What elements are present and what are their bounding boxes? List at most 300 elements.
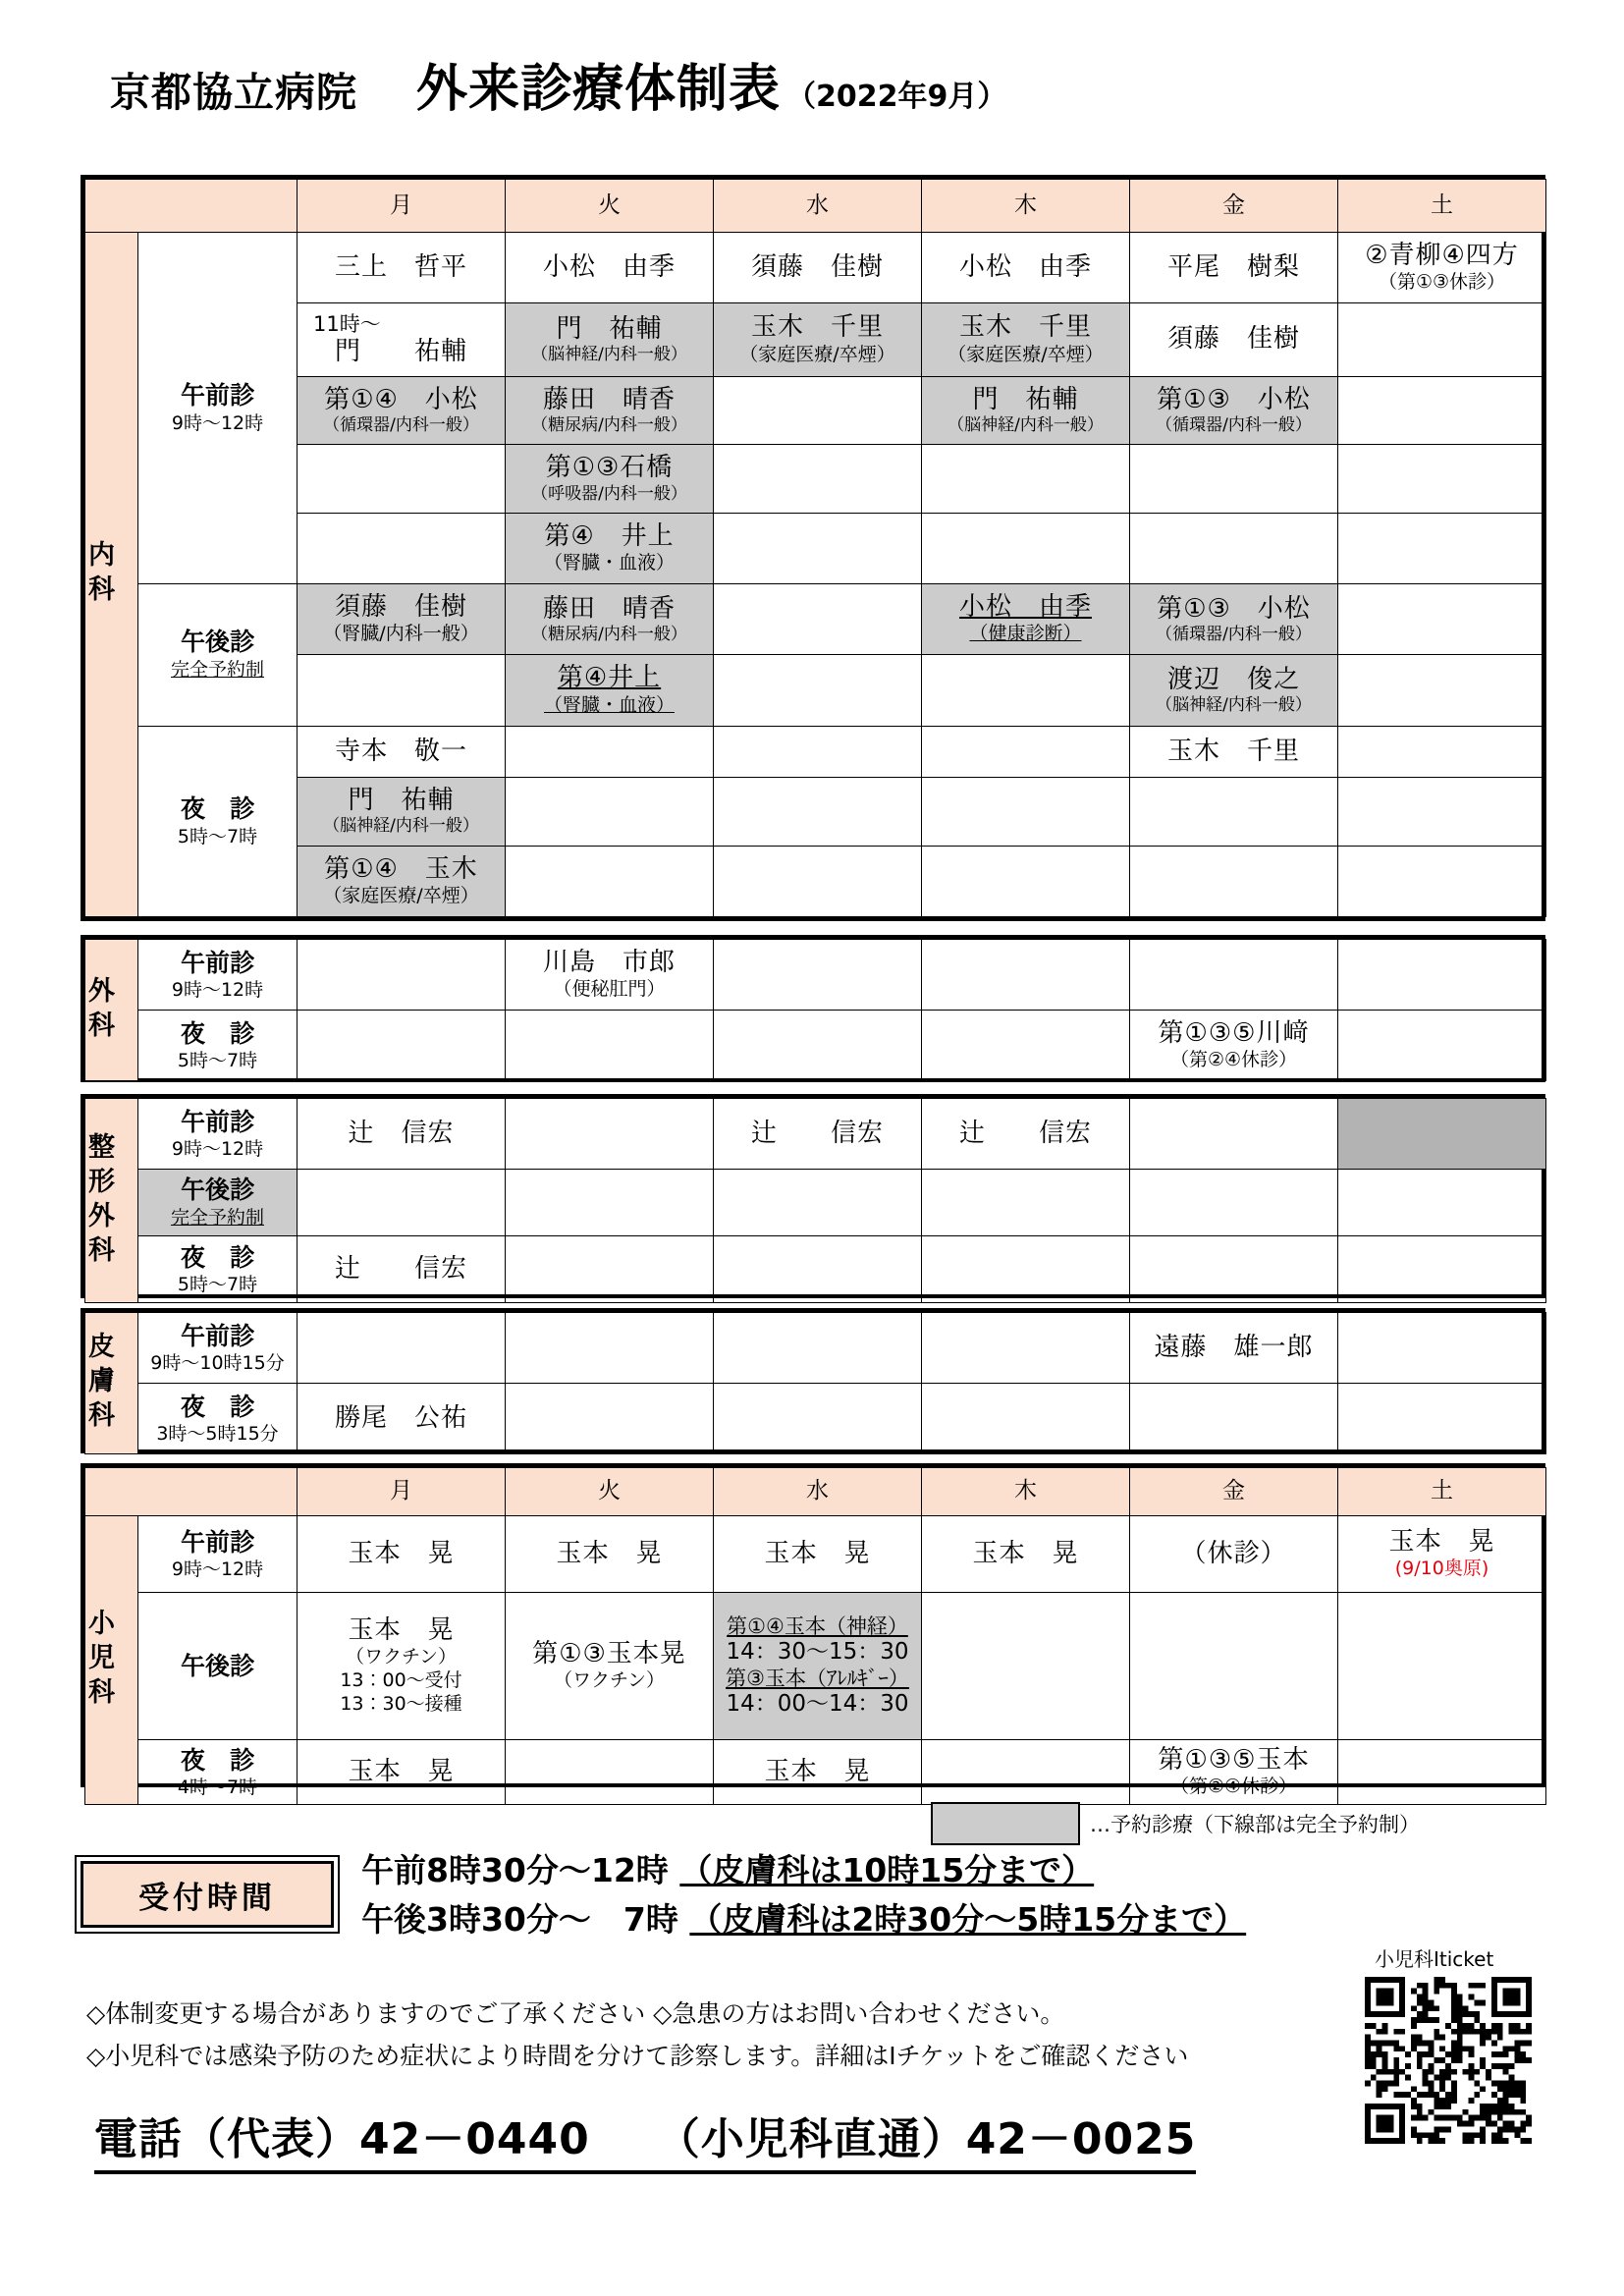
- schedule-cell-wed: [714, 1384, 922, 1454]
- footer-notes: [86, 1994, 1188, 2077]
- reception-line2-main: 午後3時30分～ 7時: [361, 1899, 678, 1939]
- schedule-cell-thu: [922, 1170, 1130, 1236]
- schedule-entry: [714, 307, 921, 371]
- schedule-cell-thu: [922, 232, 1130, 302]
- schedule-cell-sat: [1338, 726, 1546, 778]
- department-name: 整形外科: [83, 1131, 114, 1270]
- table-row: [85, 1011, 1546, 1081]
- doctor-name: 小松 由季: [958, 251, 1092, 282]
- department-label: [85, 940, 138, 1081]
- doctor-specialty: （家庭医療/卒煙）: [947, 343, 1104, 365]
- doctor-name: 第①③ 小松: [1157, 384, 1311, 414]
- time-slot-label: [138, 584, 298, 726]
- doctor-specialty: (9/10奥原): [1394, 1558, 1489, 1580]
- doctor-specialty: （脳神経/内科一般）: [947, 415, 1104, 436]
- table-row: [85, 445, 1546, 514]
- legend-swatch: [931, 1802, 1080, 1845]
- schedule-cell-tue: [506, 1236, 714, 1303]
- doctor-name: 第①③⑤川﨑: [1158, 1018, 1310, 1049]
- slot-time: 5時～7時: [177, 1049, 258, 1071]
- slot-name: 午前診: [180, 1321, 254, 1350]
- doctor-name: 門 祐輔: [348, 786, 455, 816]
- day-header-fri: 金: [1130, 180, 1338, 233]
- table-row: [85, 584, 1546, 655]
- schedule-entry: [506, 448, 713, 509]
- department-label-internal: [85, 232, 138, 916]
- schedule-cell-sat: [1338, 1740, 1546, 1805]
- time-slot-label: [138, 1516, 298, 1593]
- internal-medicine-table: [81, 175, 1545, 921]
- schedule-cell-mon: [298, 1740, 506, 1805]
- reception-line1-note: （皮膚科は10時15分まで）: [679, 1851, 1095, 1889]
- schedule-cell-thu: [922, 726, 1130, 778]
- slot-time: 5時～7時: [177, 1273, 258, 1295]
- time-slot-label: [138, 1236, 298, 1303]
- slot-time: 9時～12時: [171, 978, 264, 1001]
- time-slot-label: [138, 1313, 298, 1384]
- entry-line: 第①④玉本（神経）: [727, 1613, 908, 1638]
- table-row: [85, 940, 1546, 1011]
- doctor-name: 玉本 晃: [348, 1615, 455, 1646]
- schedule-cell-fri: [1130, 1236, 1338, 1303]
- schedule-entry: [506, 380, 713, 441]
- table-row: [85, 655, 1546, 726]
- doctor-name: 寺本 敬一: [334, 736, 467, 766]
- schedule-cell-tue: [506, 232, 714, 302]
- schedule-cell-sat: [1338, 232, 1546, 302]
- schedule-entry: [922, 247, 1129, 288]
- day-header-mon: 月: [298, 180, 506, 233]
- table-row: [85, 1384, 1546, 1454]
- schedule-cell-fri: [1130, 445, 1338, 514]
- schedule-cell-thu: [922, 1313, 1130, 1384]
- entry-prefix: 11時～: [313, 312, 381, 337]
- doctor-name: 勝尾 公祐: [334, 1402, 467, 1433]
- schedule-cell-thu: [922, 513, 1130, 583]
- department-label: [85, 1313, 138, 1454]
- doctor-specialty: （第①③休診）: [1378, 271, 1506, 293]
- schedule-entry: [714, 1752, 921, 1792]
- schedule-cell-thu: [922, 1384, 1130, 1454]
- schedule-cell-tue: [506, 726, 714, 778]
- table-row: [85, 1099, 1546, 1170]
- schedule-entry: [922, 307, 1129, 371]
- reception-line2-note: （皮膚科は2時30分～5時15分まで）: [689, 1899, 1247, 1939]
- schedule-cell-thu: [922, 1740, 1130, 1805]
- schedule-cell-thu: [922, 655, 1130, 726]
- doctor-name: 平尾 樹梨: [1166, 251, 1300, 282]
- schedule-entry: [506, 247, 713, 288]
- schedule-entry: [922, 1114, 1129, 1154]
- schedule-cell-fri: [1130, 302, 1338, 376]
- doctor-specialty: （糖尿病/内科一般）: [531, 624, 687, 644]
- schedule-cell-thu: [922, 1236, 1130, 1303]
- schedule-entry: [298, 732, 505, 772]
- doctor-name: 藤田 晴香: [542, 593, 676, 624]
- schedule-cell-thu: [922, 376, 1130, 445]
- schedule-cell-fri: [1130, 655, 1338, 726]
- department-name: 小児科: [83, 1608, 114, 1712]
- table-corner: [85, 180, 298, 233]
- doctor-name: 玉本 晃: [556, 1538, 663, 1568]
- schedule-entry: [298, 1249, 505, 1289]
- schedule-entry: [922, 587, 1129, 651]
- doctor-specialty: （第②④休診）: [1169, 1776, 1298, 1798]
- schedule-cell-wed: [714, 1313, 922, 1384]
- doctor-specialty: （糖尿病/内科一般）: [531, 415, 687, 436]
- schedule-cell-mon: [298, 940, 506, 1011]
- schedule-cell-wed: [714, 940, 922, 1011]
- orthopedics-table: [81, 1094, 1545, 1298]
- doctor-name: 門 祐輔: [334, 337, 467, 367]
- schedule-cell-tue: [506, 940, 714, 1011]
- table-row: [85, 778, 1546, 847]
- schedule-cell-wed: [714, 513, 922, 583]
- doctor-specialty: （循環器/内科一般）: [1156, 415, 1312, 436]
- reception-hours: [361, 1846, 1246, 1943]
- slot-time: 5時～7時: [177, 825, 258, 847]
- slot-name: 夜 診: [180, 1242, 254, 1272]
- schedule-cell-mon: [298, 232, 506, 302]
- slot-name: 午後診: [180, 1651, 254, 1680]
- doctor-specialty: （第②④休診）: [1169, 1049, 1298, 1071]
- note-line-1: ◇体制変更する場合がありますのでご了承ください ◇急患の方はお問い合わせください。: [86, 1999, 1065, 2028]
- schedule-cell-mon: [298, 513, 506, 583]
- entry-line: 14：00～14：30: [726, 1690, 909, 1717]
- schedule-cell-fri: [1130, 376, 1338, 445]
- schedule-entry: [298, 1611, 505, 1721]
- schedule-cell-fri: [1130, 1516, 1338, 1593]
- schedule-cell-thu: [922, 1011, 1130, 1081]
- day-header-tue: 火: [506, 1468, 714, 1516]
- doctor-name: 玉本 晃: [764, 1756, 871, 1786]
- dermatology-table: [81, 1308, 1545, 1453]
- schedule-entry: [506, 309, 713, 370]
- pediatrics-table: [81, 1463, 1545, 1798]
- schedule-cell-tue: [506, 1011, 714, 1081]
- doctor-name: 第①③石橋: [545, 453, 674, 483]
- time-slot-label: [138, 1384, 298, 1454]
- schedule-entry: [1130, 732, 1337, 772]
- doctor-name: 川島 市郎: [542, 948, 676, 978]
- schedule-cell-wed: [714, 655, 922, 726]
- schedule-entry: [298, 247, 505, 288]
- slot-time: 4時～7時: [177, 1776, 258, 1798]
- schedule-entry: [298, 1534, 505, 1574]
- schedule-cell-sat: [1338, 1516, 1546, 1593]
- table-row: [85, 513, 1546, 583]
- schedule-cell-wed: [714, 376, 922, 445]
- schedule-cell-sat: [1338, 584, 1546, 655]
- schedule-cell-sat: [1338, 1593, 1546, 1740]
- schedule-cell-fri: [1130, 1011, 1338, 1081]
- doctor-specialty: （脳神経/内科一般）: [323, 816, 479, 837]
- schedule-entry: [298, 306, 505, 372]
- schedule-cell-mon: [298, 1236, 506, 1303]
- doctor-specialty: （家庭医療/卒煙）: [323, 885, 479, 907]
- schedule-entry: [1338, 236, 1545, 300]
- schedule-entry: [298, 587, 505, 651]
- schedule-entry: [1130, 1740, 1337, 1804]
- doctor-name: 第①③玉本晃: [532, 1639, 686, 1669]
- table-row: [85, 232, 1546, 302]
- doctor-name: 第④井上: [557, 663, 662, 693]
- doctor-name: 小松 由季: [542, 251, 676, 282]
- doctor-name: 遠藤 雄一郎: [1154, 1332, 1314, 1362]
- schedule-cell-wed: [714, 1593, 922, 1740]
- document-title: 外来診療体制表: [416, 60, 782, 119]
- schedule-cell-tue: [506, 1384, 714, 1454]
- schedule-entry: [298, 781, 505, 842]
- surgery-table: [81, 935, 1545, 1082]
- table-row: [85, 1740, 1546, 1805]
- schedule-entry: [506, 658, 713, 722]
- schedule-cell-sat: [1338, 513, 1546, 583]
- schedule-cell-tue: [506, 1099, 714, 1170]
- schedule-cell-sat: [1338, 1313, 1546, 1384]
- schedule-cell-sat: [1338, 940, 1546, 1011]
- doctor-name: 玉本 晃: [764, 1538, 871, 1568]
- legend: [931, 1802, 1420, 1845]
- schedule-cell-fri: [1130, 940, 1338, 1011]
- table-corner: [85, 1468, 298, 1516]
- entry-detail: 13：30～接種: [340, 1692, 462, 1715]
- schedule-cell-wed: [714, 1170, 922, 1236]
- schedule-cell-wed: [714, 1011, 922, 1081]
- time-slot-label: [138, 726, 298, 916]
- doctor-name: 三上 哲平: [334, 251, 467, 282]
- slot-time: 9時～12時: [171, 1558, 264, 1580]
- schedule-cell-fri: [1130, 726, 1338, 778]
- entry-detail: （ワクチン）: [553, 1669, 666, 1692]
- legend-text: …予約診療（下線部は完全予約制）: [1090, 1813, 1420, 1836]
- entry-detail: （ワクチン）: [345, 1646, 458, 1668]
- doctor-name: 辻 信宏: [750, 1118, 884, 1148]
- time-slot-label: [138, 1099, 298, 1170]
- doctor-name: 門 祐輔: [556, 313, 663, 344]
- schedule-cell-tue: [506, 1170, 714, 1236]
- schedule-cell-mon: [298, 1099, 506, 1170]
- time-slot-label: [138, 940, 298, 1011]
- schedule-cell-sat: [1338, 1170, 1546, 1236]
- doctor-name: 玉木 千里: [750, 312, 884, 343]
- table-row: [85, 376, 1546, 445]
- schedule-cell-wed: [714, 1740, 922, 1805]
- doctor-name: 第①④ 小松: [324, 384, 478, 414]
- schedule-cell-tue: [506, 445, 714, 514]
- slot-name: 夜 診: [180, 1018, 254, 1048]
- schedule-cell-thu: [922, 445, 1130, 514]
- doctor-name: 門 祐輔: [972, 384, 1079, 414]
- slot-time: 9時～10時15分: [150, 1351, 285, 1374]
- schedule-cell-sat: [1338, 1236, 1546, 1303]
- slot-note: 完全予約制: [170, 659, 264, 682]
- doctor-name: 辻 信宏: [958, 1118, 1092, 1148]
- doctor-name: 小松 由季: [958, 592, 1092, 623]
- note-line-2: ◇小児科では感染予防のため症状により時間を分けて診察します。詳細はIチケットをご確認ください: [86, 2041, 1189, 2070]
- schedule-entry: [1130, 247, 1337, 288]
- schedule-cell-mon: [298, 846, 506, 916]
- reception-hours-label: 受付時間: [81, 1861, 334, 1928]
- time-slot-label: [138, 232, 298, 583]
- slot-name: 夜 診: [180, 1745, 254, 1775]
- schedule-cell-mon: [298, 1011, 506, 1081]
- schedule-entry: [298, 849, 505, 913]
- schedule-cell-mon: [298, 584, 506, 655]
- schedule-cell-wed: [714, 445, 922, 514]
- schedule-cell-sat: [1338, 445, 1546, 514]
- schedule-cell-sat: [1338, 778, 1546, 847]
- department-name: 外科: [83, 975, 114, 1045]
- schedule-cell-wed: [714, 302, 922, 376]
- department-label: [85, 1099, 138, 1303]
- entry-line: 14：30～15：30: [726, 1638, 909, 1665]
- schedule-entry: [506, 1634, 713, 1698]
- schedule-cell-tue: [506, 846, 714, 916]
- slot-name: 午前診: [180, 1527, 254, 1557]
- hospital-name: 京都協立病院: [110, 69, 357, 116]
- doctor-name: ②青柳④四方: [1365, 240, 1519, 270]
- schedule-cell-mon: [298, 302, 506, 376]
- table-row: [85, 1236, 1546, 1303]
- table-row: [85, 846, 1546, 916]
- schedule-cell-tue: [506, 1516, 714, 1593]
- schedule-entry: [714, 1610, 921, 1723]
- schedule-entry: [298, 1398, 505, 1439]
- schedule-cell-tue: [506, 655, 714, 726]
- schedule-cell-tue: [506, 584, 714, 655]
- time-slot-label: [138, 1011, 298, 1081]
- schedule-entry: [1130, 319, 1337, 359]
- schedule-entry: [922, 1534, 1129, 1574]
- schedule-cell-thu: [922, 302, 1130, 376]
- schedule-cell-sat: [1338, 302, 1546, 376]
- department-name: 皮膚科: [83, 1332, 114, 1435]
- phone-numbers: 電話（代表）42－0440 （小児科直通）42－0025: [94, 2104, 1196, 2174]
- schedule-cell-fri: [1130, 513, 1338, 583]
- day-header-sat: 土: [1338, 180, 1546, 233]
- schedule-cell-thu: [922, 940, 1130, 1011]
- table-row: [85, 726, 1546, 778]
- schedule-entry: [506, 589, 713, 650]
- schedule-cell-wed: [714, 1516, 922, 1593]
- schedule-cell-wed: [714, 1236, 922, 1303]
- schedule-cell-fri: [1130, 1740, 1338, 1805]
- schedule-cell-fri: [1130, 584, 1338, 655]
- doctor-name: 辻 信宏: [348, 1118, 455, 1148]
- doctor-specialty: （家庭医療/卒煙）: [739, 343, 895, 365]
- schedule-cell-fri: [1130, 778, 1338, 847]
- doctor-specialty: （腎臓・血液）: [543, 693, 675, 716]
- schedule-entry: [1338, 1522, 1545, 1586]
- qr-code: [1365, 1977, 1532, 2144]
- slot-time: 9時～12時: [171, 411, 264, 434]
- table-row: [85, 1516, 1546, 1593]
- slot-name: 午前診: [180, 1107, 254, 1136]
- schedule-cell-fri: [1130, 1170, 1338, 1236]
- doctor-name: 第①③⑤玉本: [1158, 1745, 1310, 1775]
- department-name: 内科: [83, 539, 114, 609]
- slot-name: 午後診: [180, 1175, 254, 1204]
- reception-line1-main: 午前8時30分～12時: [361, 1851, 669, 1889]
- schedule-cell-wed: [714, 232, 922, 302]
- qr-code-image: [1365, 1977, 1532, 2144]
- schedule-cell-mon: [298, 655, 506, 726]
- time-slot-label: [138, 1593, 298, 1740]
- qr-code-label: 小児科Iticket: [1375, 1947, 1494, 1971]
- schedule-cell-mon: [298, 1516, 506, 1593]
- doctor-specialty: （腎臓・血液）: [543, 552, 675, 574]
- document-period: （2022年9月）: [786, 80, 1007, 114]
- schedule-entry: [506, 943, 713, 1007]
- schedule-entry: [714, 247, 921, 288]
- doctor-name: 玉本 晃: [348, 1538, 455, 1568]
- doctor-specialty: （腎臓/内科一般）: [323, 623, 479, 645]
- schedule-entry: [1130, 589, 1337, 650]
- doctor-name: 玉木 千里: [958, 312, 1092, 343]
- day-header-tue: 火: [506, 180, 714, 233]
- schedule-cell-fri: [1130, 1313, 1338, 1384]
- schedule-cell-wed: [714, 1099, 922, 1170]
- day-header-thu: 木: [922, 180, 1130, 233]
- schedule-entry: [298, 380, 505, 441]
- page-title: [0, 47, 1624, 121]
- schedule-cell-wed: [714, 846, 922, 916]
- doctor-name: 須藤 佳樹: [750, 251, 884, 282]
- slot-note: 完全予約制: [170, 1206, 264, 1229]
- day-header-sat: 土: [1338, 1468, 1546, 1516]
- schedule-entry: [1130, 380, 1337, 441]
- doctor-name: 渡辺 俊之: [1166, 664, 1300, 694]
- slot-name: 夜 診: [180, 794, 254, 824]
- schedule-cell-wed: [714, 584, 922, 655]
- doctor-name: 第①④ 玉木: [324, 853, 478, 884]
- table-row: [85, 302, 1546, 376]
- schedule-entry: [298, 1114, 505, 1154]
- schedule-cell-wed: [714, 726, 922, 778]
- schedule-cell-fri: [1130, 846, 1338, 916]
- schedule-cell-mon: [298, 376, 506, 445]
- schedule-cell-sat: [1338, 1384, 1546, 1454]
- table-row: [85, 1170, 1546, 1236]
- doctor-name: 藤田 晴香: [542, 384, 676, 414]
- doctor-specialty: （便秘肛門）: [553, 978, 666, 1001]
- doctor-specialty: （循環器/内科一般）: [1156, 624, 1312, 644]
- doctor-name: 玉本 晃: [348, 1756, 455, 1786]
- schedule-cell-mon: [298, 1170, 506, 1236]
- schedule-cell-tue: [506, 1313, 714, 1384]
- slot-name: 午前診: [180, 948, 254, 977]
- schedule-cell-mon: [298, 1313, 506, 1384]
- doctor-name: 玉本 晃: [972, 1538, 1079, 1568]
- entry-detail: 13：00～受付: [340, 1669, 462, 1692]
- schedule-cell-fri: [1130, 1384, 1338, 1454]
- schedule-cell-sat: [1338, 376, 1546, 445]
- slot-name: 午前診: [180, 381, 254, 410]
- schedule-cell-fri: [1130, 1593, 1338, 1740]
- schedule-entry: [1130, 660, 1337, 721]
- doctor-name: 第④ 井上: [544, 521, 675, 552]
- schedule-cell-sat: [1338, 1099, 1546, 1170]
- day-header-mon: 月: [298, 1468, 506, 1516]
- schedule-cell-thu: [922, 584, 1130, 655]
- doctor-name: 須藤 佳樹: [334, 592, 467, 623]
- doctor-name: （休診）: [1180, 1538, 1287, 1568]
- schedule-cell-mon: [298, 445, 506, 514]
- schedule-entry: [506, 517, 713, 580]
- day-header-wed: 水: [714, 1468, 922, 1516]
- time-slot-label: [138, 1170, 298, 1236]
